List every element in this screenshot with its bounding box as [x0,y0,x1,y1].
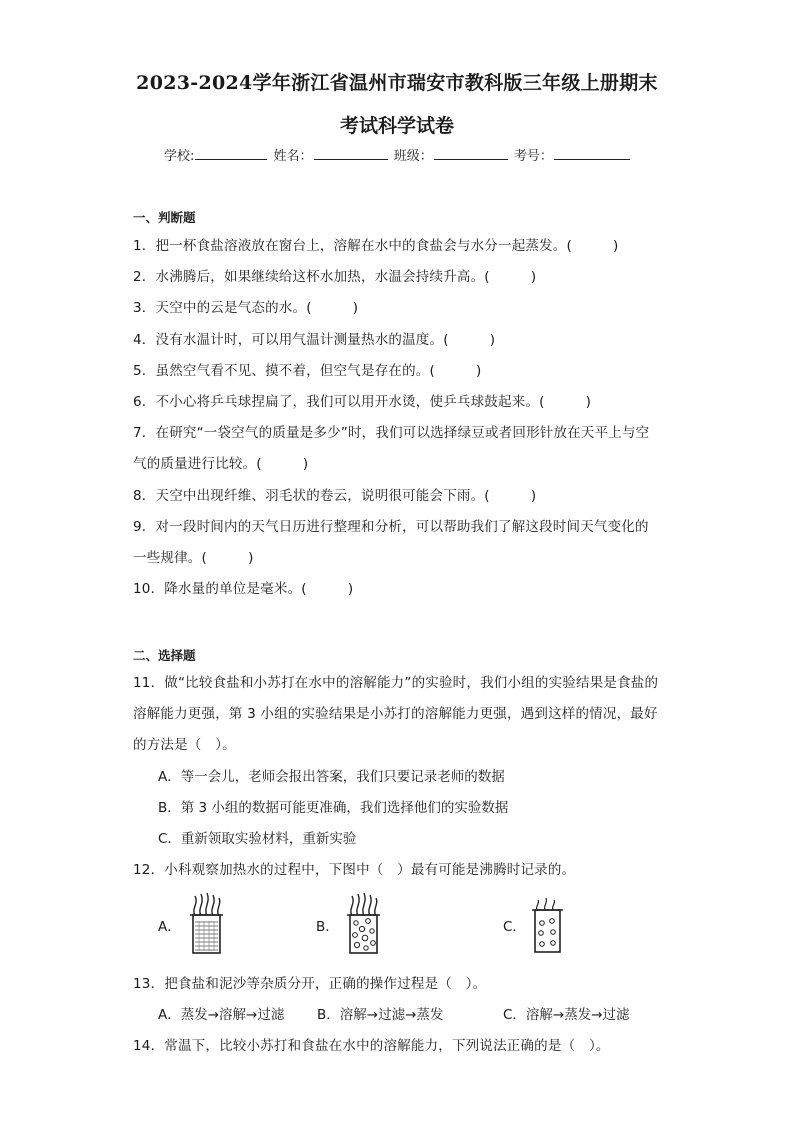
class-field[interactable] [434,147,508,160]
student-info-row [164,145,632,164]
school-field[interactable] [195,147,267,160]
question-line: 13．把食盐和泥沙等杂质分开，正确的操作过程是（ ）。 [133,976,487,992]
question-line: 2．水沸腾后，如果继续给这杯水加热，水温会持续升高。( ) [133,269,537,285]
option-line: A．等一会儿，老师会报出答案，我们只要记录老师的数据 [158,769,505,785]
question-line: 3．天空中的云是气态的水。( ) [133,300,359,316]
question-line: 5．虽然空气看不见、摸不着，但空气是存在的。( ) [133,363,482,379]
name-label: 姓名： [273,149,313,164]
question-line: 气的质量进行比较。( ) [133,456,309,472]
option-line: C．重新领取实验材料，重新实验 [158,831,357,847]
option-line: A．蒸发→溶解→过滤 [158,1007,285,1023]
option-b-label: B． [316,919,339,935]
option-line: B．第 3 小组的数据可能更准确，我们选择他们的实验数据 [158,800,509,816]
beaker-c-figure [529,896,565,956]
question-line: 11．做“比较食盐和小苏打在水中的溶解能力”的实验时，我们小组的实验结果是食盐的 [133,675,659,691]
question-line: 溶解能力更强，第 3 小组的实验结果是小苏打的溶解能力更强，遇到这样的情况，最好 [133,706,658,722]
beaker-b-figure [343,888,383,956]
number-field[interactable] [554,147,630,160]
school-label: 学校: [164,149,195,164]
option-line: C．溶解→蒸发→过滤 [503,1007,630,1023]
page-title: 2023-2024学年浙江省温州市瑞安市教科版三年级上册期末 [136,72,658,94]
question-line: 12．小科观察加热水的过程中，下图中（ ）最有可能是沸腾时记录的。 [133,862,576,878]
option-a-label: A． [158,919,181,935]
option-c-label: C． [503,919,526,935]
question-line: 14．常温下，比较小苏打和食盐在水中的溶解能力，下列说法正确的是（ ）。 [133,1038,610,1054]
question-line: 7．在研究“一袋空气的质量是多少”时，我们可以选择绿豆或者回形针放在天平上与空 [133,425,650,441]
section-heading-judgement: 一、判断题 [133,210,196,225]
question-line: 10．降水量的单位是毫米。( ) [133,581,354,597]
name-field[interactable] [314,147,388,160]
class-label: 班级： [393,149,433,164]
option-line: B．溶解→过滤→蒸发 [317,1007,444,1023]
question-line: 9．对一段时间内的天气日历进行整理和分析，可以帮助我们了解这段时间天气变化的 [133,519,649,535]
number-label: 考号： [513,149,553,164]
question-line: 1．把一杯食盐溶液放在窗台上，溶解在水中的食盐会与水分一起蒸发。( ) [133,238,619,254]
page-subtitle: 考试科学试卷 [339,115,454,137]
section-heading-choice: 二、选择题 [133,648,196,663]
question-line: 4．没有水温计时，可以用气温计测量热水的温度。( ) [133,332,496,348]
question-line: 一些规律。( ) [133,550,254,566]
question-line: 的方法是（ ）。 [133,737,236,753]
question-line: 8．天空中出现纤维、羽毛状的卷云，说明很可能会下雨。( ) [133,488,537,504]
beaker-a-figure [186,888,226,956]
question-line: 6．不小心将乒乓球捏扁了，我们可以用开水烫，使乒乓球鼓起来。( ) [133,394,592,410]
